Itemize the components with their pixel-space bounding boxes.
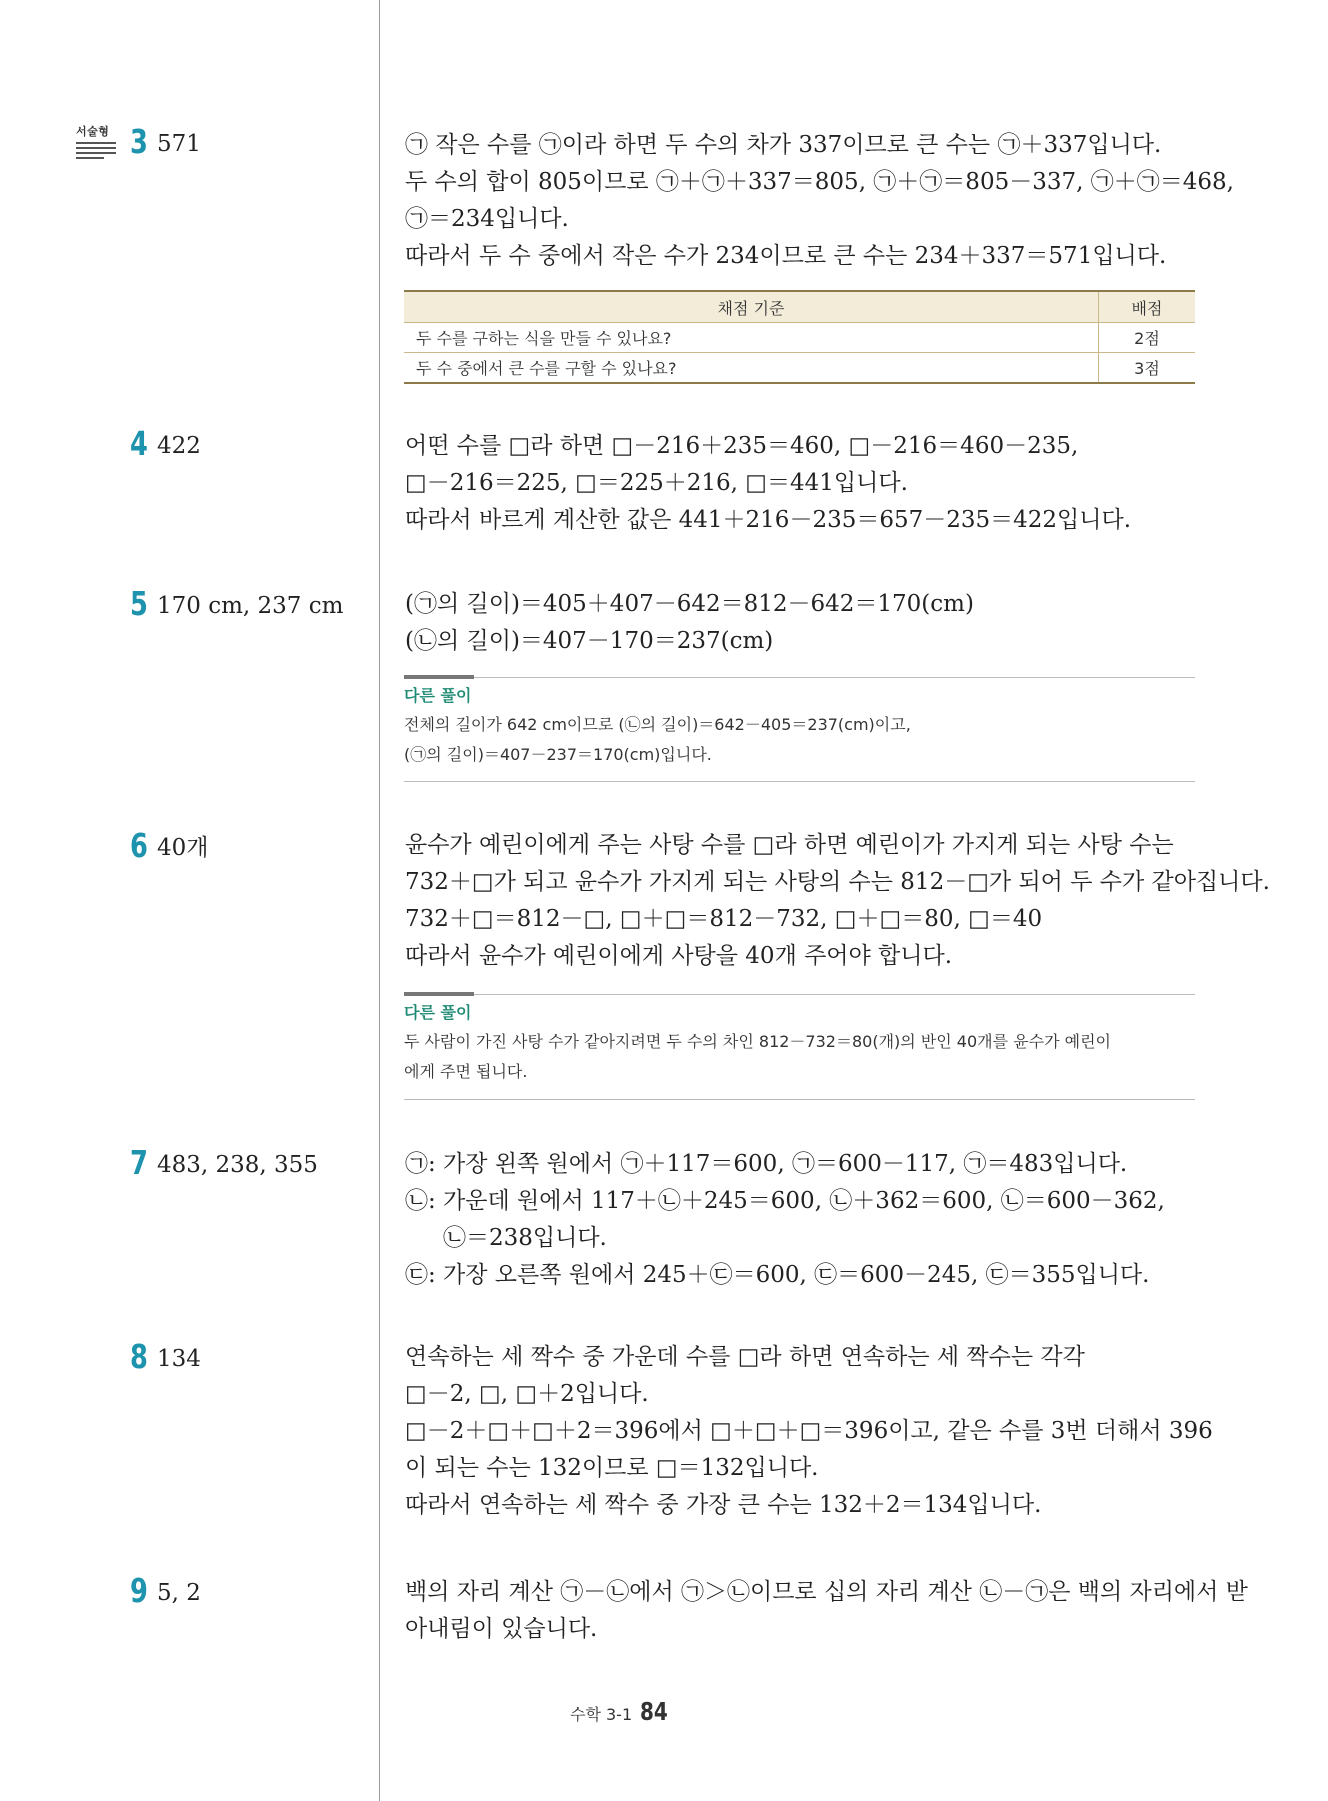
problem-number: 4 <box>130 424 148 463</box>
solution-line: 따라서 두 수 중에서 작은 수가 234이므로 큰 수는 234＋337＝571입니다. <box>405 243 1167 269</box>
problem-number: 7 <box>130 1143 148 1182</box>
solution-line: 이 되는 수는 132이므로 □＝132입니다. <box>405 1455 819 1481</box>
problem-answer: 170 cm, 237 cm <box>157 593 344 619</box>
page-number: 84 <box>640 1697 668 1726</box>
solution-line: ㉠: 가장 왼쪽 원에서 ㉠＋117＝600, ㉠＝600－117, ㉠＝483입니다. <box>405 1151 1128 1177</box>
solution-line: 어떤 수를 □라 하면 □－216＋235＝460, □－216＝460－235, <box>405 433 1079 459</box>
badge-line-icon <box>76 152 116 154</box>
solution-line: 따라서 연속하는 세 짝수 중 가장 큰 수는 132＋2＝134입니다. <box>405 1492 1042 1518</box>
solution-line: 아내림이 있습니다. <box>405 1616 598 1642</box>
solution-line: 732＋□＝812－□, □＋□＝812－732, □＋□＝80, □＝40 <box>405 906 1043 932</box>
solution-text <box>405 586 1205 660</box>
solution-line: ㉡: 가운데 원에서 117＋㉡＋245＝600, ㉡＋362＝600, ㉡＝600－362, <box>405 1188 1165 1214</box>
badge-label: 서술형 <box>76 125 110 138</box>
alt-body <box>404 710 1195 770</box>
solution-line: □－216＝225, □＝225＋216, □＝441입니다. <box>405 470 908 496</box>
solution-line: ㉢: 가장 오른쪽 원에서 245＋㉢＝600, ㉢＝600－245, ㉢＝355입니다. <box>405 1262 1150 1288</box>
solution-line: (㉠의 길이)＝405＋407－642＝812－642＝170(cm) <box>405 591 974 617</box>
problem-answer: 571 <box>157 131 201 157</box>
alt-line: 두 사람이 가진 사탕 수가 같아지려면 두 수의 차인 812－732＝80(개)의 반인 40개를 윤수가 예린이 <box>404 1032 1111 1051</box>
solution-line: 따라서 윤수가 예린이에게 사탕을 40개 주어야 합니다. <box>405 943 953 969</box>
solution-line: ㉡＝238입니다. <box>443 1225 607 1251</box>
problem-number: 5 <box>130 584 148 623</box>
criteria-header-points: 배점 <box>1099 291 1196 323</box>
alt-line: 에게 주면 됩니다. <box>404 1062 528 1081</box>
solution-line: □－2＋□＋□＋2＝396에서 □＋□＋□＝396이고, 같은 수를 3번 더해서 396 <box>405 1418 1213 1444</box>
problem-number: 6 <box>130 826 148 865</box>
alt-body <box>404 1027 1195 1087</box>
problem-answer: 483, 238, 355 <box>157 1152 318 1178</box>
criteria-points: 2점 <box>1099 323 1196 353</box>
criteria-row <box>404 323 1195 353</box>
problem-answer: 5, 2 <box>157 1580 201 1606</box>
problem-number: 9 <box>130 1571 148 1610</box>
criteria-points: 3점 <box>1099 353 1196 384</box>
criteria-label: 두 수 중에서 큰 수를 구할 수 있나요? <box>404 353 1099 384</box>
criteria-header-row <box>404 291 1195 323</box>
criteria-header-label: 채점 기준 <box>404 291 1099 323</box>
solution-text <box>405 428 1205 539</box>
solution-line: 연속하는 세 짝수 중 가운데 수를 □라 하면 연속하는 세 짝수는 각각 <box>405 1344 1085 1370</box>
problem-answer: 422 <box>157 433 201 459</box>
solution-text <box>405 1574 1248 1648</box>
solution-text <box>405 127 1234 275</box>
solution-line: (㉡의 길이)＝407－170＝237(cm) <box>405 628 774 654</box>
solution-line: 두 수의 합이 805이므로 ㉠＋㉠＋337＝805, ㉠＋㉠＝805－337, ㉠＋㉠＝468, <box>405 169 1234 195</box>
problem-answer: 40개 <box>157 835 209 861</box>
solution-text <box>405 1146 1205 1294</box>
alternative-solution-box <box>404 994 1195 1100</box>
scoring-criteria-table <box>404 290 1195 384</box>
page-footer <box>570 1692 675 1732</box>
solution-line: ㉠＝234입니다. <box>405 206 569 232</box>
badge-line-icon <box>76 147 116 149</box>
alt-title: 다른 풀이 <box>404 686 472 705</box>
problem-number: 8 <box>130 1337 148 1376</box>
alt-tab-bar <box>404 992 474 996</box>
solution-line: 백의 자리 계산 ㉠－㉡에서 ㉠＞㉡이므로 십의 자리 계산 ㉡－㉠은 백의 자리에서 받 <box>405 1579 1248 1605</box>
problem-number: 3 <box>130 122 148 161</box>
solution-line: 732＋□가 되고 윤수가 가지게 되는 사탕의 수는 812－□가 되어 두 수가 같아집니다. <box>405 869 1270 895</box>
alt-line: 전체의 길이가 642 cm이므로 (㉡의 길이)＝642－405＝237(cm)이고, <box>404 715 911 734</box>
solution-line: 윤수가 예린이에게 주는 사탕 수를 □라 하면 예린이가 가지게 되는 사탕 수는 <box>405 832 1174 858</box>
alt-line: (㉠의 길이)＝407－237＝170(cm)입니다. <box>404 745 712 764</box>
column-divider <box>379 0 380 1801</box>
solution-line: ㉠ 작은 수를 ㉠이라 하면 두 수의 차가 337이므로 큰 수는 ㉠＋337입니다. <box>405 132 1162 158</box>
alternative-solution-box <box>404 677 1195 782</box>
descriptive-badge <box>76 125 122 167</box>
badge-line-icon <box>76 142 116 144</box>
problem-answer: 134 <box>157 1346 201 1372</box>
solution-line: 따라서 바르게 계산한 값은 441＋216－235＝657－235＝422입니다. <box>405 507 1132 533</box>
alt-title: 다른 풀이 <box>404 1003 472 1022</box>
criteria-row <box>404 353 1195 384</box>
solution-line: □－2, □, □＋2입니다. <box>405 1381 649 1407</box>
criteria-label: 두 수를 구하는 식을 만들 수 있나요? <box>404 323 1099 353</box>
solution-text <box>405 1339 1213 1524</box>
solution-text <box>405 827 1270 975</box>
badge-line-icon <box>76 157 104 159</box>
footer-label: 수학 3-1 <box>570 1705 633 1724</box>
alt-tab-bar <box>404 675 474 679</box>
